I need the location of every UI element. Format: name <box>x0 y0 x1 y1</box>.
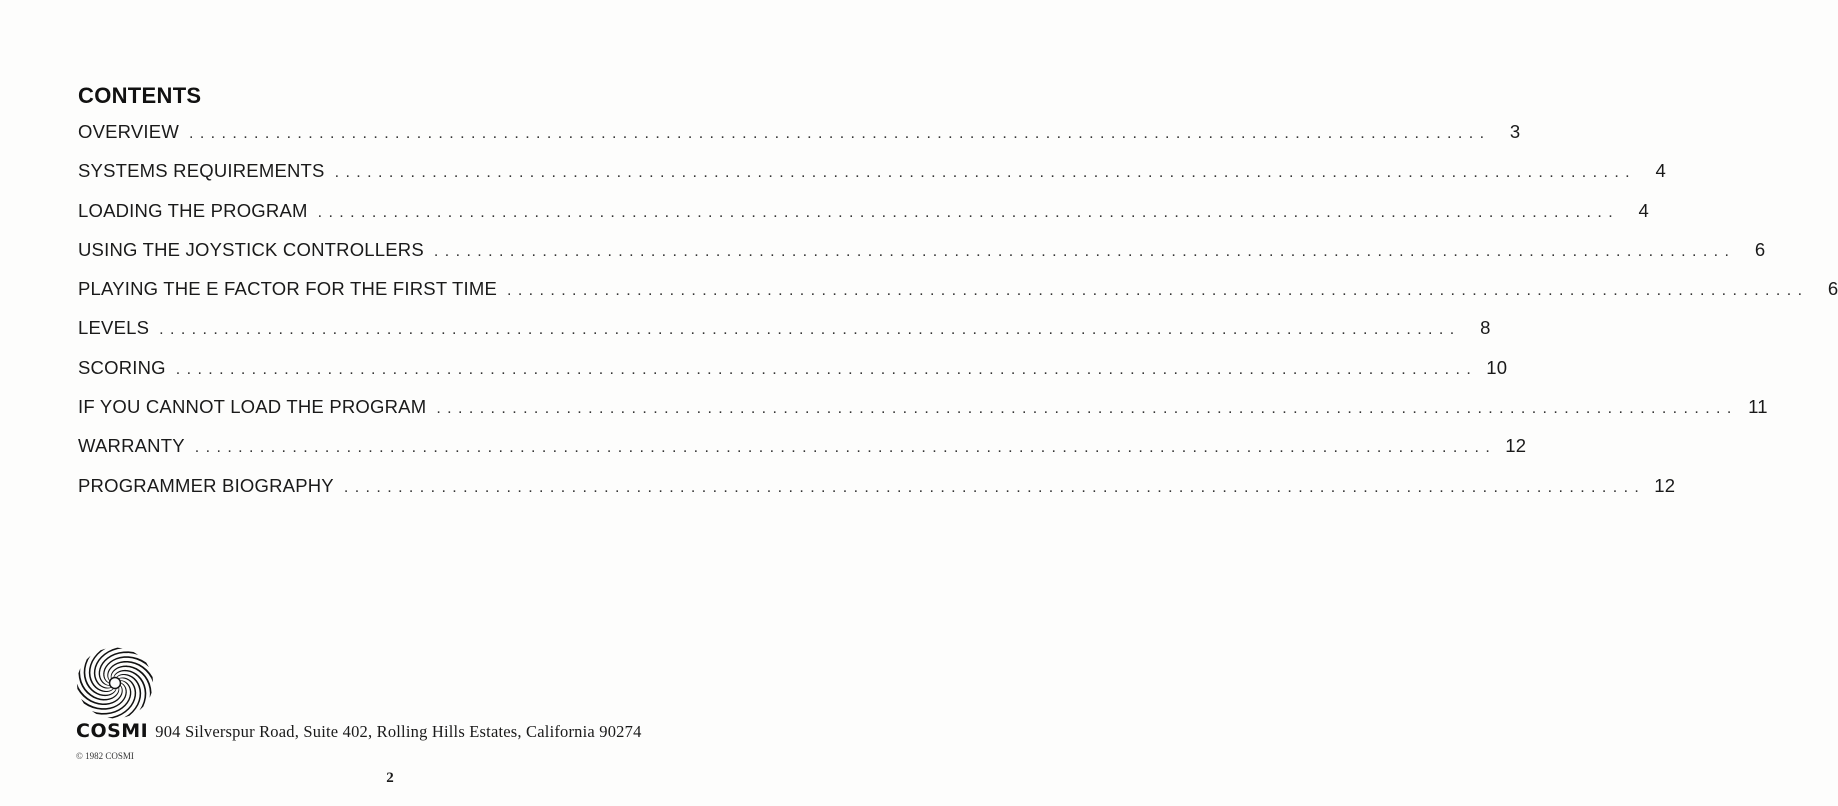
toc-entry <box>78 121 1521 160</box>
toc-entry-title: PROGRAMMER BIOGRAPHY <box>78 474 334 496</box>
toc-entry-page: 6 <box>1827 278 1838 300</box>
toc-entry-page: 11 <box>1748 396 1768 418</box>
toc-entry-title: IF YOU CANNOT LOAD THE PROGRAM <box>78 396 427 418</box>
toc-entry <box>78 278 1838 317</box>
toc-entry <box>78 435 1527 474</box>
footer-address-line <box>76 720 642 742</box>
dot-leader: ........................................................................................................................ <box>175 360 1478 378</box>
dot-leader: ........................................................................................................................ <box>343 478 1646 496</box>
toc-entry-title: WARRANTY <box>78 435 185 457</box>
page-number: 2 <box>386 770 394 786</box>
copyright-notice: © 1982 COSMI <box>76 751 134 761</box>
dot-leader: ........................................................................................................................ <box>436 400 1738 418</box>
toc-entry <box>78 356 1508 396</box>
dot-leader: ........................................................................................................................ <box>188 125 1491 142</box>
contents-heading: CONTENTS <box>78 83 202 108</box>
toc-entry-title: SCORING <box>78 356 166 378</box>
dot-leader: ........................................................................................................................ <box>194 439 1497 457</box>
toc-entry <box>78 238 1766 278</box>
toc-entry-page: 8 <box>1480 317 1491 339</box>
toc-entry <box>78 474 1676 514</box>
toc-entry-page: 12 <box>1654 474 1676 496</box>
table-of-contents <box>78 121 1838 514</box>
dot-leader: ........................................................................................................................ <box>334 164 1637 182</box>
toc-entry-page: 4 <box>1655 160 1667 182</box>
toc-entry-title: LOADING THE PROGRAM <box>78 199 308 221</box>
dot-leader: ........................................................................................................................ <box>433 242 1736 260</box>
dot-leader: ........................................................................................................................ <box>317 203 1620 221</box>
toc-entry-page: 3 <box>1509 121 1521 142</box>
company-address: 904 Silverspur Road, Suite 402, Rolling Hills Estates, California 90274 <box>155 722 642 741</box>
dot-leader: ........................................................................................................................ <box>506 282 1809 300</box>
toc-entry-page: 10 <box>1486 356 1508 378</box>
dot-leader: ........................................................................................................................ <box>159 321 1461 339</box>
toc-entry-title: OVERVIEW <box>78 121 179 142</box>
cosmi-spiral-logo-icon <box>74 645 156 721</box>
toc-entry-title: USING THE JOYSTICK CONTROLLERS <box>78 238 424 260</box>
toc-entry <box>78 396 1768 435</box>
toc-entry-title: PLAYING THE E FACTOR FOR THE FIRST TIME <box>78 278 497 300</box>
toc-entry-title: LEVELS <box>78 317 150 339</box>
toc-entry <box>78 317 1491 356</box>
toc-entry-page: 12 <box>1505 435 1527 457</box>
toc-entry-page: 4 <box>1638 199 1650 221</box>
brand-name: COSMI <box>76 720 149 742</box>
toc-entry-title: SYSTEMS REQUIREMENTS <box>78 160 325 182</box>
toc-entry <box>78 160 1667 199</box>
toc-entry <box>78 199 1650 239</box>
toc-entry-page: 6 <box>1754 238 1766 260</box>
